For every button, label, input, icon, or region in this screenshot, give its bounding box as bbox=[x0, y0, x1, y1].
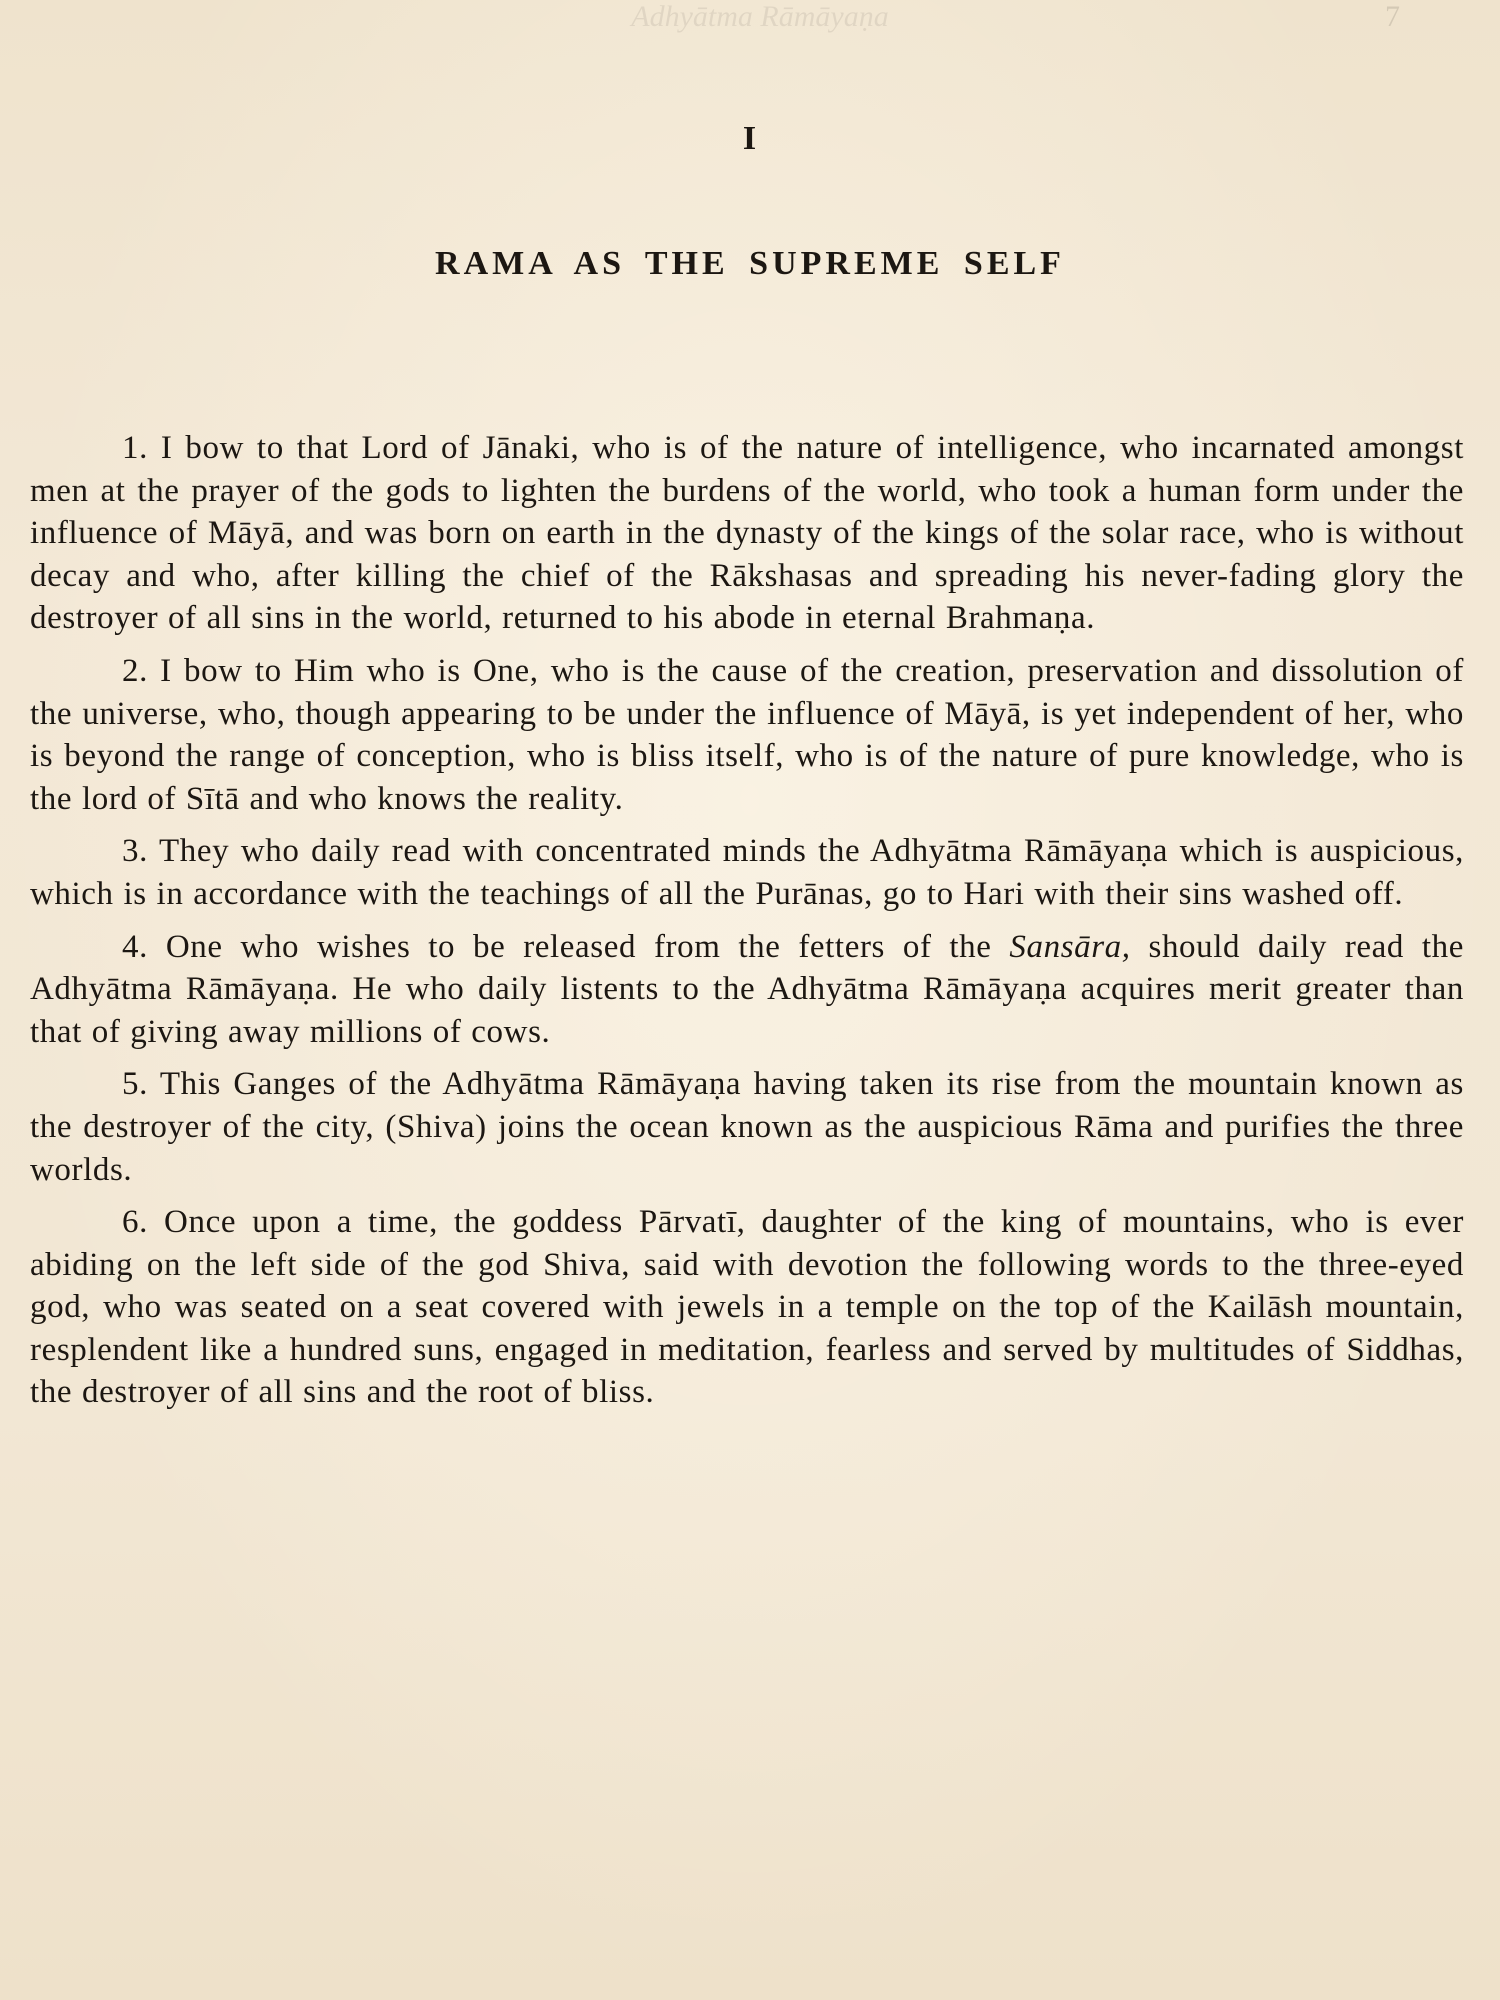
verse-paragraph-5: 5. This Ganges of the Adhyātma Rāmāyaṇa having taken its rise from the mountain known as the destroyer of the city, (Shiva) joins the ocean known as the auspicious Rāma and purifies the three worlds. bbox=[30, 1066, 1464, 1188]
verse-paragraph-1: 1. I bow to that Lord of Jānaki, who is of the nature of intelligence, who incarnated amongst men at the prayer of the gods to lighten the burdens of the world, who took a human form under the influence of Māyā, and was born on earth in the dynasty of the kings of the solar race, who is without decay and who, after killing the chief of the Rākshasas and spreading his never-fading glory the destroyer of all sins in the world, returned to his abode in eternal Brahmaṇa. bbox=[30, 430, 1464, 637]
page-number: 7 bbox=[1385, 0, 1400, 33]
verse-4-lead: 4. One who wishes to be released from the fetters of the bbox=[122, 928, 992, 965]
verse-paragraph-3: 3. They who daily read with concentrated minds the Adhyātma Rāmāyaṇa which is auspicious, which is in accordance with the teachings of all the Purānas, go to Hari with their sins washed off. bbox=[30, 833, 1464, 912]
verse-paragraph-6: 6. Once upon a time, the goddess Pārvatī, daughter of the king of mountains, who is ever abiding on the left side of the god Shiva, said with devotion the following words to the three-eyed god, who was seated on a seat covered with jewels in a temple on the top of the Kailāsh mountain, resplendent like a hundred suns, engaged in meditation, fearless and served by multitudes of Siddhas, the destroyer of all sins and the root of bliss. bbox=[30, 1204, 1464, 1411]
chapter-number: I bbox=[742, 120, 758, 157]
sansara-term: Sansāra, bbox=[1009, 928, 1131, 965]
body-text bbox=[30, 427, 1464, 1414]
verse-paragraph-4 bbox=[30, 926, 1464, 1054]
chapter-title: RAMA AS THE SUPREME SELF bbox=[435, 245, 1065, 282]
running-head: Adhyātma Rāmāyaṇa bbox=[631, 0, 889, 33]
verse-4-rest: should daily read the Adhyātma Rāmāyaṇa. He who daily listents to the Adhyātma Rāmāyaṇa acquires merit greater than that of giving away millions of cows. bbox=[30, 928, 1464, 1050]
verse-paragraph-2: 2. I bow to Him who is One, who is the cause of the creation, preservation and dissolution of the universe, who, though appearing to be under the influence of Māyā, is yet independent of her, who is beyond the range of conception, who is bliss itself, who is of the nature of pure knowledge, who is the lord of Sītā and who knows the reality. bbox=[30, 652, 1464, 817]
